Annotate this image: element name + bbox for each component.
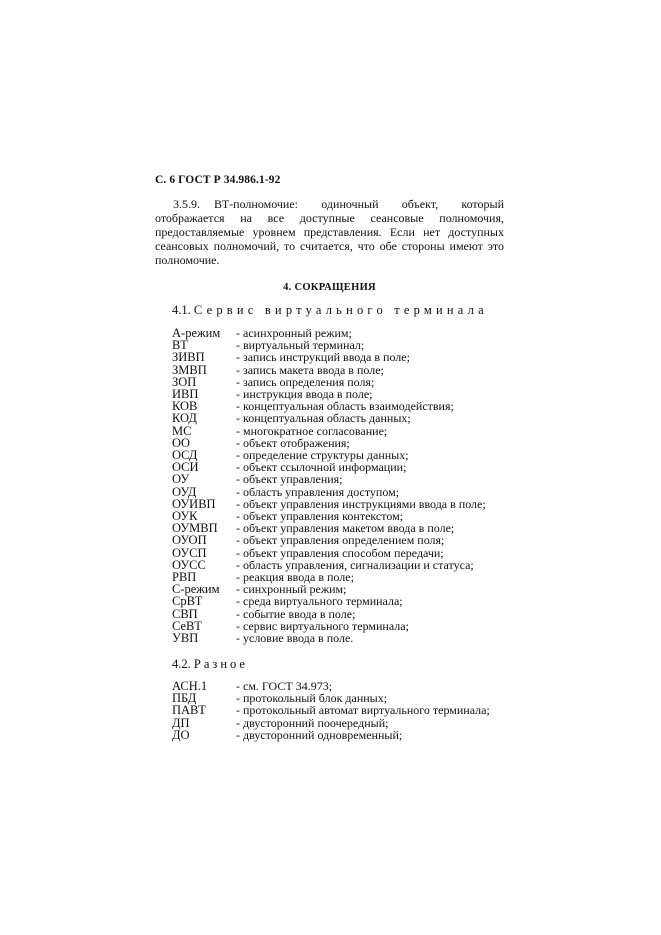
abbreviation-definition: - среда виртуального терминала; [236,594,403,609]
abbreviation-definition: - область управления, сигнализации и статуса; [236,557,474,572]
abbreviation: РВП [172,570,197,585]
abbreviation-definition: - запись макета ввода в поле; [236,362,384,377]
page-header: С. 6 ГОСТ Р 34.986.1-92 [155,174,281,186]
abbreviation: ОУСС [172,557,206,572]
abbreviation-definition: - двусторонний одновременный; [236,727,403,742]
abbreviation-definition: - асинхронный режим; [236,326,352,340]
abbreviation: ПАВТ [172,703,206,718]
abbreviation: КОВ [172,399,198,414]
subsection-heading-4-2 [172,657,248,672]
abbreviation: АСН.1 [172,679,208,693]
abbreviation-list-4-1 [172,327,486,644]
abbreviation: СеВТ [172,618,202,633]
abbreviation-definition: - протокольный блок данных; [236,691,388,706]
abbreviation: УВП [172,631,199,646]
abbreviation: КОД [172,411,197,426]
subsection-heading-4-1 [172,303,488,318]
abbreviation-list-4-2 [172,680,490,741]
abbreviation-definition: - многократное согласование; [236,423,388,438]
abbreviation-row [172,729,490,741]
abbreviation: СВП [172,606,198,621]
abbreviation-row [172,473,486,485]
abbreviation: МС [172,423,192,438]
abbreviation-definition: - объект управления контекстом; [236,509,404,524]
abbreviation: ОУМВП [172,521,218,536]
abbreviation-definition: - двусторонний поочередный; [236,715,389,730]
abbreviation: ДО [172,727,190,742]
abbreviation: С-режим [172,582,220,597]
abbreviation: ОУОП [172,533,207,548]
abbreviation-definition: - область управления доступом; [236,484,400,499]
abbreviation: ДП [172,715,190,730]
abbreviation-row [172,717,490,729]
abbreviation: ВТ [172,338,188,353]
abbreviation-row [172,632,486,644]
subsection-number: 4.1. [172,303,191,317]
abbreviation: ОУК [172,509,198,524]
abbreviation-definition: - объект ссылочной информации; [236,460,407,475]
abbreviation: ИВП [172,387,199,402]
abbreviation-row [172,425,486,437]
abbreviation: ОУ [172,472,190,487]
abbreviation: ПБД [172,691,197,706]
abbreviation-row [172,704,490,716]
abbreviation-definition: - сервис виртуального терминала; [236,618,409,633]
abbreviation-definition: - реакция ввода в поле; [236,570,354,585]
abbreviation-row [172,486,486,498]
abbreviation-definition: - концептуальная область взаимодействия; [236,399,454,414]
abbreviation-definition: - инструкция ввода в поле; [236,387,373,402]
abbreviation-row [172,595,486,607]
abbreviation-definition: - объект управления определением поля; [236,533,445,548]
abbreviation-definition: - запись инструкций ввода в поле; [236,350,410,365]
abbreviation-row [172,351,486,363]
abbreviation-definition: - синхронный режим; [236,582,347,597]
abbreviation-definition: - определение структуры данных; [236,448,409,463]
abbreviation: ОСД [172,448,198,463]
abbreviation: ОУИВП [172,496,216,511]
abbreviation: ЗОП [172,374,197,389]
abbreviation-definition: - концептуальная область данных; [236,411,411,426]
section-title: 4. СОКРАЩЕНИЯ [283,282,376,293]
abbreviation-definition: - см. ГОСТ 34.973; [236,679,333,693]
abbreviation-definition: - запись определения поля; [236,374,375,389]
abbreviation-definition: - объект управления; [236,472,343,487]
abbreviation-definition: - виртуальный терминал; [236,338,365,353]
clause-number: 3.5.9. [173,197,200,211]
abbreviation: ЗМВП [172,362,207,377]
abbreviation-definition: - условие ввода в поле. [236,631,354,646]
abbreviation-definition: - объект управления способом передачи; [236,545,444,560]
subsection-title: Сервис виртуального терминала [193,303,488,317]
abbreviation-row [172,364,486,376]
abbreviation: ОСИ [172,460,199,475]
abbreviation: ОУСП [172,545,207,560]
abbreviation-row [172,412,486,424]
abbreviation-definition: - объект управления макетом ввода в поле; [236,521,455,536]
subsection-number: 4.2. [172,657,191,671]
subsection-title: Разное [193,657,248,671]
abbreviation-row [172,534,486,546]
clause-paragraph [155,197,504,267]
abbreviation-definition: - протокольный автомат виртуального терминала; [236,703,490,718]
clause-text: ВТ-полномочие: одиночный объект, который отображается на все доступные сеансовые полномочия, предоставляемые уровнем представления. Если нет доступных сеансовых полномочий, то считается, что обе стороны имеют это полномочие. [155,197,504,267]
abbreviation-definition: - объект управления инструкциями ввода в поле; [236,496,486,511]
abbreviation: ОУД [172,484,197,499]
abbreviation: СрВТ [172,594,203,609]
abbreviation: А-режим [172,326,221,340]
abbreviation-definition: - объект отображения; [236,435,350,450]
abbreviation: ОО [172,435,191,450]
abbreviation-definition: - событие ввода в поле; [236,606,356,621]
abbreviation: ЗИВП [172,350,205,365]
